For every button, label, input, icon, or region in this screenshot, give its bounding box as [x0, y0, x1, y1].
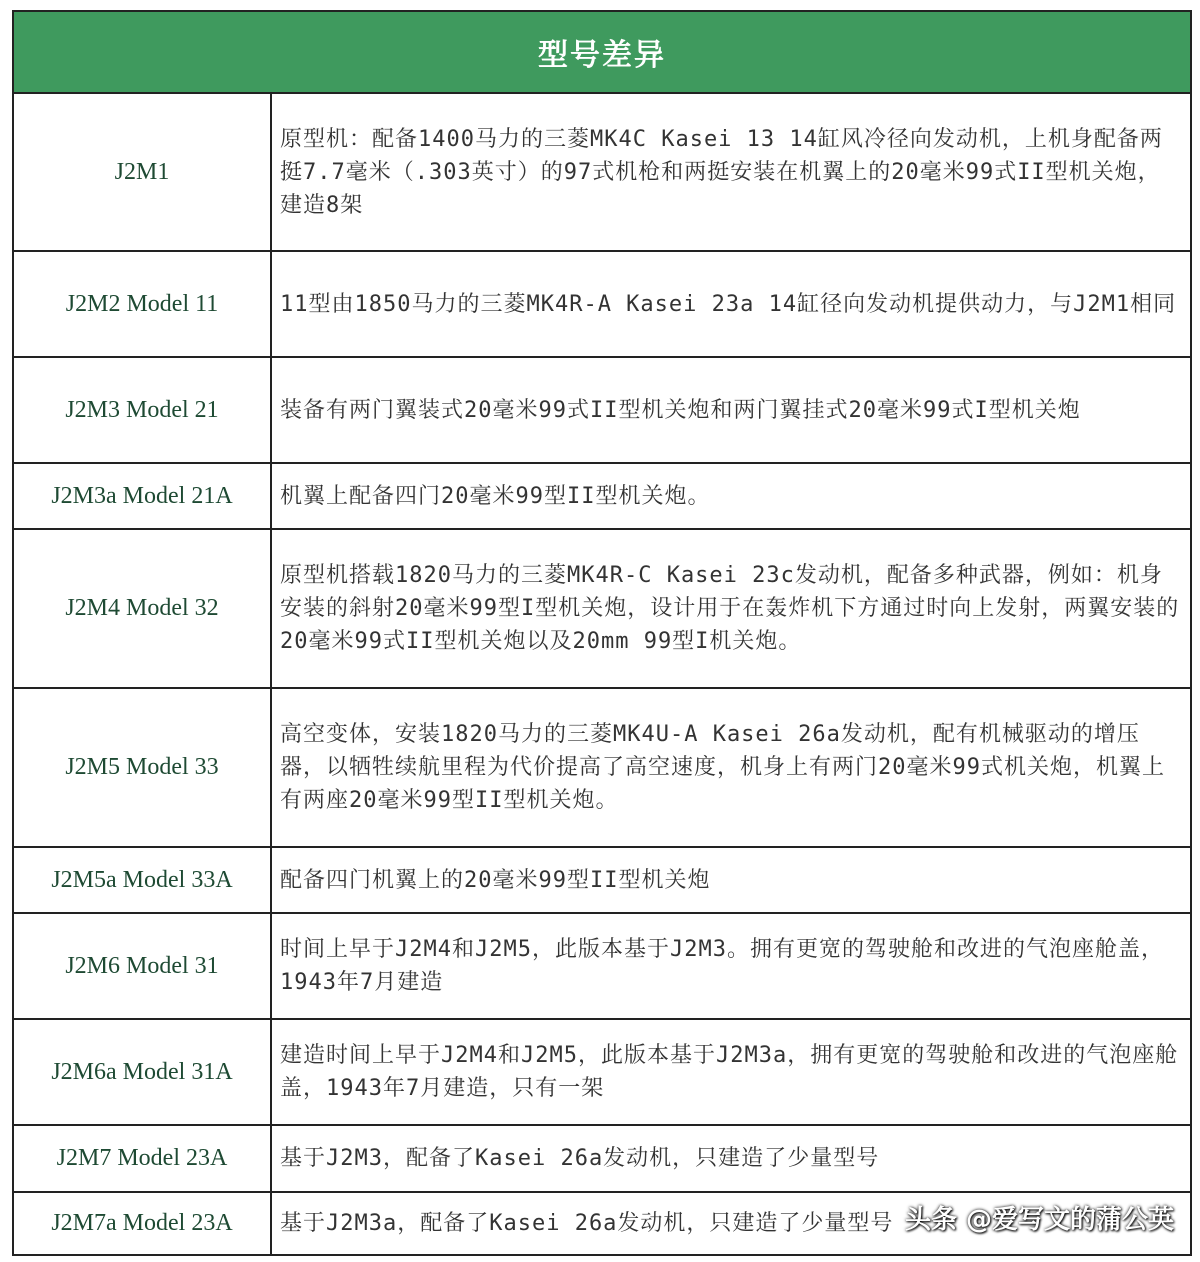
table-header — [14, 12, 1190, 94]
description-cell: 基于J2M3，配备了Kasei 26a发动机，只建造了少量型号 — [280, 1146, 880, 1171]
table-row — [14, 358, 1190, 464]
table-row — [14, 252, 1190, 358]
table-row — [14, 530, 1190, 689]
model-cell: J2M6 Model 31 — [14, 914, 272, 1018]
description-cell: 建造时间上早于J2M4和J2M5，此版本基于J2M3a，拥有更宽的驾驶舱和改进的气泡座舱盖，1943年7月建造，只有一架 — [280, 1043, 1179, 1101]
table-row — [14, 464, 1190, 530]
table-row — [14, 1020, 1190, 1126]
table-row — [14, 94, 1190, 252]
model-cell: J2M3a Model 21A — [14, 464, 272, 528]
model-cell: J2M5a Model 33A — [14, 848, 272, 912]
model-differences-table — [12, 10, 1192, 1256]
model-cell: J2M3 Model 21 — [14, 358, 272, 462]
description-cell: 机翼上配备四门20毫米99型II型机关炮。 — [280, 483, 711, 509]
description-cell: 时间上早于J2M4和J2M5，此版本基于J2M3。拥有更宽的驾驶舱和改进的气泡座舱盖，1943年7月建造 — [280, 937, 1164, 995]
model-cell: J2M7 Model 23A — [14, 1126, 272, 1191]
model-cell: J2M7a Model 23A — [14, 1193, 272, 1254]
watermark: 头条 @爱写文的蒲公英 — [904, 1205, 1174, 1235]
model-cell: J2M6a Model 31A — [14, 1020, 272, 1124]
model-cell: J2M1 — [14, 94, 272, 250]
description-cell: 装备有两门翼装式20毫米99式II型机关炮和两门翼挂式20毫米99式I型机关炮 — [280, 397, 1081, 423]
table-row — [14, 689, 1190, 848]
description-cell: 配备四门机翼上的20毫米99型II型机关炮 — [280, 867, 711, 893]
description-cell: 基于J2M3a，配备了Kasei 26a发动机，只建造了少量型号 — [280, 1211, 894, 1236]
table-row — [14, 1126, 1190, 1193]
description-cell: 原型机：配备1400马力的三菱MK4C Kasei 13 14缸风冷径向发动机，上机身配备两挺7.7毫米（.303英寸）的97式机枪和两挺安装在机翼上的20毫米99式II型机关炮，建造8架 — [280, 126, 1163, 218]
description-cell: 原型机搭载1820马力的三菱MK4R-C Kasei 23c发动机，配备多种武器，例如：机身安装的斜射20毫米99型I型机关炮，设计用于在轰炸机下方通过时向上发射，两翼安装的20毫米99式II型机关炮以及20mm 99型I机关炮。 — [280, 563, 1180, 654]
model-cell: J2M2 Model 11 — [14, 252, 272, 356]
description-cell: 高空变体，安装1820马力的三菱MK4U-A Kasei 26a发动机，配有机械驱动的增压器，以牺牲续航里程为代价提高了高空速度，机身上有两门20毫米99式机关炮，机翼上有两座20毫米99型II型机关炮。 — [280, 722, 1165, 813]
model-cell: J2M5 Model 33 — [14, 689, 272, 846]
table-row — [14, 914, 1190, 1020]
description-cell: 11型由1850马力的三菱MK4R-A Kasei 23a 14缸径向发动机提供动力，与J2M1相同 — [280, 291, 1177, 317]
table-title: 型号差异 — [538, 38, 666, 73]
table-row — [14, 848, 1190, 914]
model-cell: J2M4 Model 32 — [14, 530, 272, 687]
